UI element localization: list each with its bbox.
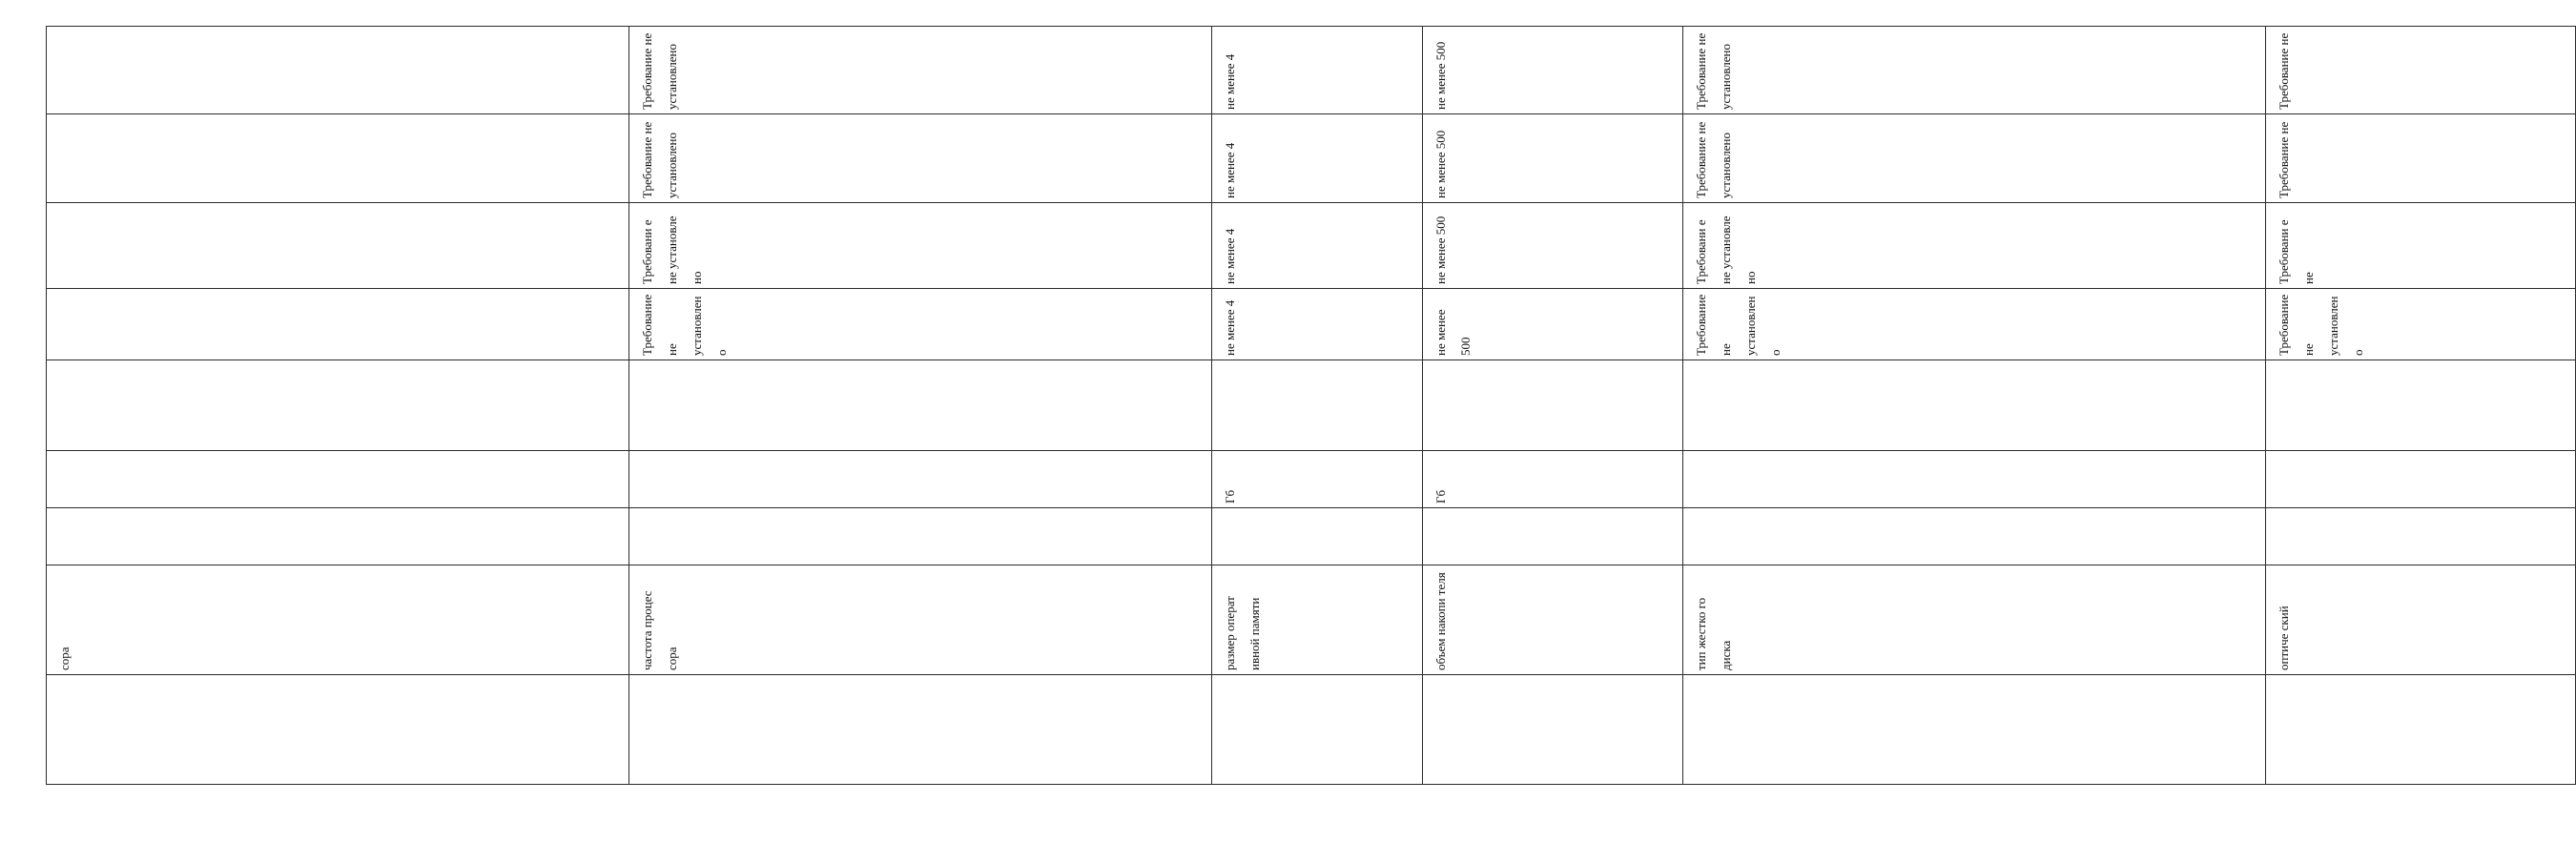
rotated-table-wrapper	[46, 27, 2365, 785]
value-cell: Требование не установлено	[1683, 289, 2266, 360]
value-cell: не менее 500	[1423, 203, 1683, 289]
table-row	[1683, 27, 2266, 785]
row-number-cell	[1212, 675, 1423, 785]
empty-cell	[47, 360, 629, 451]
value-cell: Требовани е не	[2266, 203, 2576, 289]
unit-cell: Гб	[1423, 451, 1683, 508]
value-cell: Требовани е не установле но	[1683, 203, 2266, 289]
value-cell: не менее 500	[1423, 114, 1683, 203]
value-cell	[47, 289, 629, 360]
empty-cell	[1212, 508, 1423, 565]
empty-cell	[1212, 360, 1423, 451]
parameter-cell: объем накопи теля	[1423, 565, 1683, 675]
empty-cell	[1683, 508, 2266, 565]
value-cell: не менее 500	[1423, 27, 1683, 114]
row-number-cell	[1683, 675, 2266, 785]
requirements-table	[46, 26, 2576, 785]
row-number-cell	[47, 675, 629, 785]
value-cell: Требование не	[2266, 27, 2576, 114]
empty-cell	[2266, 360, 2576, 451]
value-cell: Требование не установлено	[629, 289, 1212, 360]
parameter-cell: оптиче ский	[2266, 565, 2576, 675]
empty-cell	[629, 508, 1212, 565]
unit-cell	[629, 451, 1212, 508]
value-cell: Требование не установлено	[1683, 27, 2266, 114]
parameter-cell: тип жестко го диска	[1683, 565, 2266, 675]
value-cell: не менее 4	[1212, 203, 1423, 289]
value-cell: Требование не установлено	[629, 27, 1212, 114]
value-cell: не менее 4	[1212, 289, 1423, 360]
value-cell: не менее 4	[1212, 27, 1423, 114]
value-cell: не менее 500	[1423, 289, 1683, 360]
parameter-cell: сора	[47, 565, 629, 675]
table-row	[1423, 27, 1683, 785]
unit-cell	[1683, 451, 2266, 508]
empty-cell	[1423, 508, 1683, 565]
value-cell: Требовани е не установле но	[629, 203, 1212, 289]
value-cell	[47, 203, 629, 289]
empty-cell	[1683, 360, 2266, 451]
empty-cell	[1423, 360, 1683, 451]
empty-cell	[47, 508, 629, 565]
value-cell	[47, 114, 629, 203]
table-row	[1212, 27, 1423, 785]
value-cell: Требование не установлено	[629, 114, 1212, 203]
unit-cell	[2266, 451, 2576, 508]
unit-cell: Гб	[1212, 451, 1423, 508]
value-cell: не менее 4	[1212, 114, 1423, 203]
value-cell: Требование не установлено	[2266, 289, 2576, 360]
empty-cell	[629, 360, 1212, 451]
row-number-cell	[1423, 675, 1683, 785]
unit-cell	[47, 451, 629, 508]
row-number-cell	[2266, 675, 2576, 785]
empty-cell	[2266, 508, 2576, 565]
value-cell	[47, 27, 629, 114]
table-row	[47, 27, 629, 785]
row-number-cell	[629, 675, 1212, 785]
table-row	[629, 27, 1212, 785]
table-row	[2266, 27, 2576, 785]
value-cell: Требование не	[2266, 114, 2576, 203]
parameter-cell: размер операт ивной памяти	[1212, 565, 1423, 675]
value-cell: Требование не установлено	[1683, 114, 2266, 203]
parameter-cell: частота процес сора	[629, 565, 1212, 675]
